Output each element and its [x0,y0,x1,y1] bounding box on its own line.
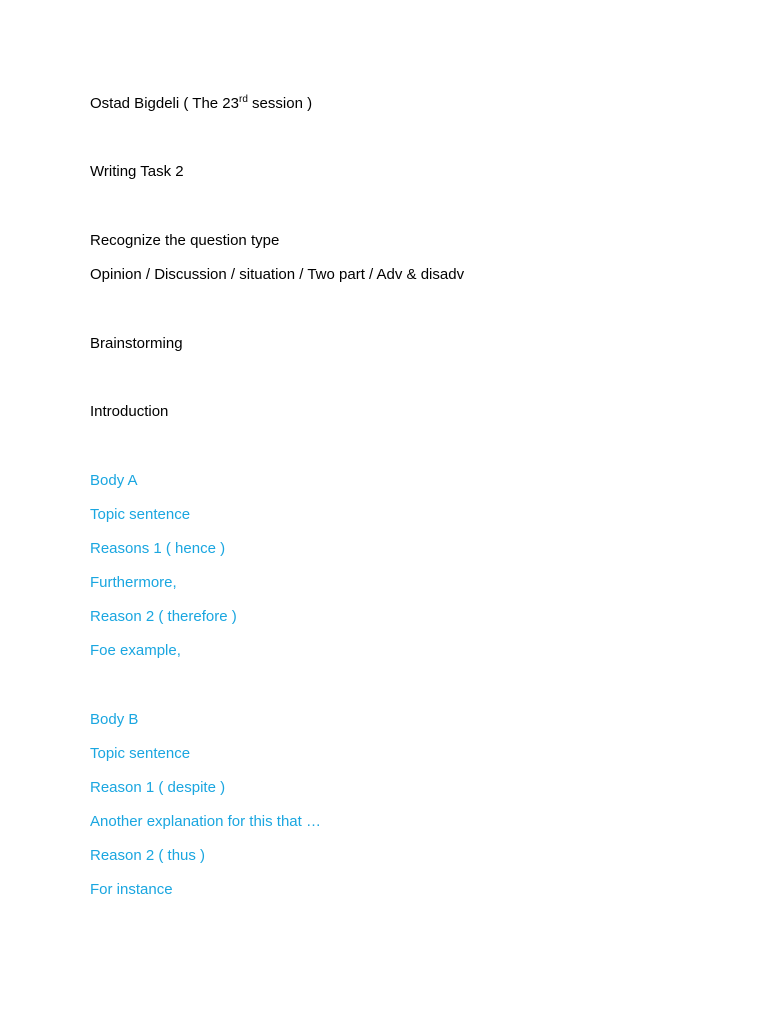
session-title-ordinal: rd [238,94,248,105]
introduction-heading: Introduction [90,403,169,420]
body-b-line: For instance [90,881,173,898]
body-a-heading: Body A [90,472,138,489]
session-title [90,94,312,114]
body-b-line: Reason 2 ( thus ) [90,847,206,864]
body-b-line: Reason 1 ( despite ) [90,779,226,796]
body-b-heading: Body B [90,711,139,728]
task-heading: Writing Task 2 [90,163,184,180]
body-b-line: Another explanation for this that … [90,813,321,830]
recognize-line: Recognize the question type [90,232,280,249]
body-a-line: Furthermore, [90,574,177,591]
body-a-line: Reason 2 ( therefore ) [90,608,237,625]
session-title-prefix: Ostad Bigdeli ( The 23 [90,95,239,112]
body-a-line: Topic sentence [90,506,191,523]
session-title-suffix: session ) [247,95,313,112]
body-a-line: Reasons 1 ( hence ) [90,540,226,557]
question-types-line: Opinion / Discussion / situation / Two part / Adv & disadv [90,266,465,283]
brainstorming-heading: Brainstorming [90,335,183,352]
body-b-line: Topic sentence [90,745,191,762]
body-a-line: Foe example, [90,642,181,659]
